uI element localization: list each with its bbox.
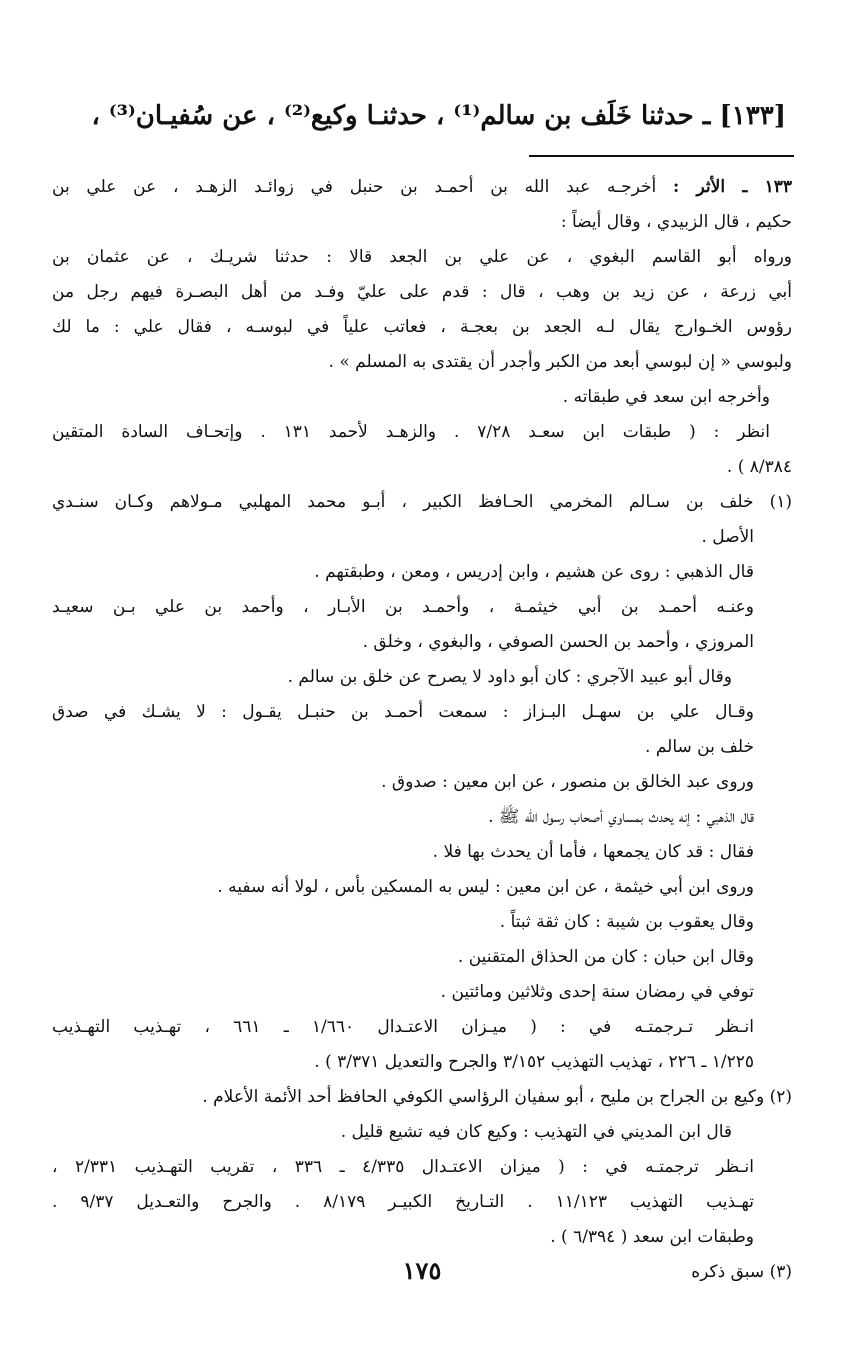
athar-line-3: ورواه أبو القاسم البغوي ، عن علي بن الجعد قالا : حدثنا شريـك ، عن عثمان بن: [52, 247, 792, 267]
athar-line-7: وأخرجه ابن سعد في طبقاته .: [562, 387, 770, 407]
note2-line-4: تهـذيب التهذيب ١١/١٢٣ . التـاريخ الكبيـر ٨/١٧٩ . والجرح والتعـديل ٩/٣٧ .: [52, 1192, 754, 1212]
note1-line-17: ١/٢٢٥ ـ ٢٢٦ ، تهذيب التهذيب ٣/١٥٢ والجرح والتعديل ٣/٣٧١ ) .: [314, 1052, 754, 1072]
note2-line-1: (٢) وكيع بن الجراح بن مليح ، أبو سفيان الرؤاسي الكوفي الحافظ أحد الأئمة الأعلام .: [202, 1087, 792, 1107]
athar-line-6: ولبوسي « إن لبوسي أبعد من الكبر وأجدر أن يقتدى به المسلم » .: [328, 352, 792, 372]
note3-line-1: (٣) سبق ذكره: [691, 1262, 792, 1282]
note1-line-10: قال الذهبي : إنه يحدث بمساوي أصحاب رسول الله ﷺ .: [488, 807, 754, 827]
athar-line-5: رؤوس الخـوارج يقال لـه الجعد بن بعجـة ، فعاتب علياً في لبوسـه ، فقال علي : ما لك: [52, 317, 792, 337]
note1-line-11: فقال : قد كان يجمعها ، فأما أن يحدث بها فلا .: [432, 842, 754, 862]
note1-line-8: خلف بن سالم .: [645, 737, 754, 757]
note1-line-4: وعنـه أحمـد بن أبي خيثمـة ، وأحمـد بن الأبـار ، وأحمد بن علي بـن سعيـد: [52, 597, 754, 617]
athar-label: ١٣٣ ـ الأثر :: [673, 177, 792, 197]
athar-line-9: ٨/٣٨٤ ) .: [726, 457, 792, 477]
note1-line-13: وقال يعقوب بن شيبة : كان ثقة ثبتاً .: [499, 912, 754, 932]
athar-line-4: أبي زرعة ، عن زيد بن وهب ، قال : قدم على عليّ وفـد من أهل البصـرة فيهم رجل من: [52, 282, 792, 302]
note1-line-2: الأصل .: [701, 527, 754, 547]
footnote-divider: [529, 155, 794, 157]
note1-line-7: وقـال علي بن سهـل البـزاز : سمعت أحمـد بن حنبـل يقـول : لا يشـك في صدق: [52, 702, 754, 722]
note1-line-12: وروى ابن أبي خيثمة ، عن ابن معين : ليس به المسكين بأس ، لولا أنه سفيه .: [217, 877, 754, 897]
hadith-header: [١٣٣] ـ حدثنا خَلَف بن سالم⁽¹⁾ ، حدثنـا وكيع⁽²⁾ ، عن سُفيـان⁽³⁾ ،: [91, 101, 786, 131]
note2-line-3: انـظر ترجمتـه في : ( ميزان الاعتـدال ٤/٣٣٥ ـ ٣٣٦ ، تقريب التهـذيب ٢/٣٣١ ،: [52, 1157, 755, 1177]
footnotes: [52, 170, 792, 1290]
note1-line-5: المروزي ، وأحمد بن الحسن الصوفي ، والبغوي ، وخلق .: [362, 632, 754, 652]
note1-line-6: وقال أبو عبيد الآجري : كان أبو داود لا يصرح عن خلق بن سالم .: [287, 667, 732, 687]
note2-line-2: قال ابن المديني في التهذيب : وكيع كان فيه تشيع قليل .: [340, 1122, 732, 1142]
athar-line-2: حكيم ، قال الزبيدي ، وقال أيضاً :: [560, 212, 792, 232]
note1-line-9: وروى عبد الخالق بن منصور ، عن ابن معين : صدوق .: [381, 772, 754, 792]
note1-line-14: وقال ابن حبان : كان من الحذاق المتقنين .: [457, 947, 754, 967]
page-number: ١٧٥: [402, 1256, 442, 1285]
athar-text-1: أخرجـه عبد الله بن أحمـد بن حنبل في زوائـد الزهـد ، عن علي بن: [52, 177, 673, 197]
note1-line-3: قال الذهبي : روى عن هشيم ، وابن إدريس ، ومعن ، وطبقتهم .: [314, 562, 754, 582]
athar-line-8: انظر : ( طبقات ابن سعـد ٧/٢٨ . والزهـد لأحمد ١٣١ . وإتحـاف السادة المتقين: [52, 422, 770, 442]
athar-line-1: [52, 170, 792, 205]
note1-line-1: (١) خلف بن سـالم المخرمي الحـافظ الكبير ، أبـو محمد المهلبي مـولاهم وكـان سنـدي: [52, 492, 792, 512]
note1-line-15: توفي في رمضان سنة إحدى وثلاثين ومائتين .: [440, 982, 754, 1002]
note2-line-5: وطبقات ابن سعد ( ٦/٣٩٤ ) .: [550, 1227, 754, 1247]
note1-line-16: انـظر تـرجمتـه في : ( ميـزان الاعتـدال ١/٦٦٠ ـ ٦٦١ ، تهـذيب التهـذيب: [52, 1017, 755, 1037]
